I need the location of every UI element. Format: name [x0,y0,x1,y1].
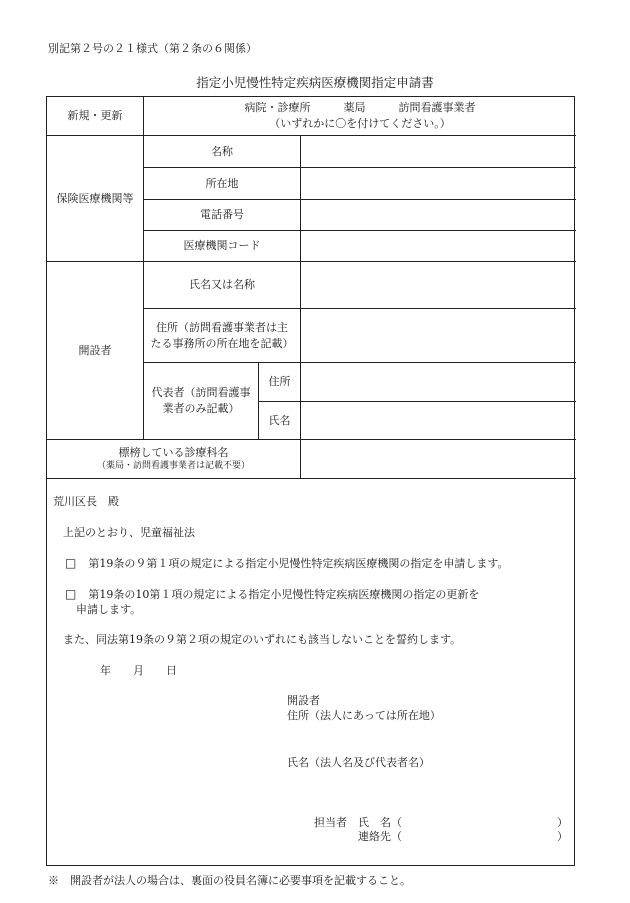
form-number-label: 別記第２号の２１様式（第２条の６関係） [48,42,257,55]
facility-address-field[interactable] [301,168,576,199]
facility-name-field[interactable] [301,136,576,167]
facility-phone-field[interactable] [301,200,576,230]
application-form-frame [46,96,575,866]
representative-label-line1: 代表者（訪問看護事 [151,386,251,400]
representative-address-field[interactable] [301,363,576,401]
founder-section-label: 開設者 [78,343,112,357]
contact-person-line[interactable] [314,814,574,830]
oath-text: また、同法第19条の９第２項の規定のいずれにも該当しないことを誓約します。 [63,633,462,646]
specialty-label [47,440,300,478]
founder-address-label [144,309,300,362]
new-renewal-label: 新規・更新 [67,109,123,123]
founder-name-label: 氏名又は名称 [189,278,255,292]
facility-type-options[interactable] [144,97,576,135]
representative-label-line2: 業者のみ記載） [162,402,240,415]
facility-type-instruction: （いずれかに〇を付けてください。） [269,117,451,130]
facility-name-label: 名称 [211,144,233,158]
specialty-note: （薬局・訪問看護事業者は記載不要） [96,461,250,472]
addressee: 荒川区長 殿 [53,495,119,508]
facility-phone-label: 電話番号 [200,208,244,222]
applicant-name-label: 氏名（法人名及び代表者名） [287,756,430,769]
facility-code-label: 医療機関コード [183,239,261,253]
checkbox-renewal[interactable]: □ [65,587,77,601]
insurance-institution-section-label: 保険医療機関等 [56,191,134,205]
contact-person-label: 担当者 氏 名（ [314,816,402,829]
applicant-label: 開設者 [287,694,320,707]
contact-person-close-paren: ） [557,816,568,829]
facility-code-field[interactable] [301,231,576,261]
contact-phone-label[interactable]: 連絡先（ [358,830,402,843]
representative-name-field[interactable] [301,402,576,439]
contact-phone-close-paren: ） [557,830,568,843]
facility-type-choices: 病院・診療所 薬局 訪問看護事業者 [244,101,476,115]
representative-label [144,363,258,439]
facility-address-label: 所在地 [205,176,239,190]
representative-name-label: 氏名 [268,413,291,427]
founder-name-field[interactable] [301,262,576,308]
representative-address-label: 住所 [268,375,291,389]
option-designation [65,555,508,571]
document-title: 指定小児慢性特定疾病医療機関指定申請書 [196,75,434,90]
founder-address-label-line2: たる事務所の所在地を記載） [150,336,294,350]
option-renewal [65,586,479,602]
option-renewal-text: 第19条の10第１項の規定による指定小児慢性特定疾病医療機関の指定の更新を [88,588,480,601]
founder-address-field[interactable] [301,309,576,362]
founder-address-label-line1: 住所（訪問看護事業者は主 [156,320,288,334]
intro-text: 上記のとおり、児童福祉法 [63,526,195,539]
applicant-address-label: 住所（法人にあっては所在地） [287,709,441,722]
date-line[interactable]: 年 月 日 [100,664,177,677]
option-designation-text: 第19条の９第１項の規定による指定小児慢性特定疾病医療機関の指定を申請します。 [88,557,509,570]
checkbox-designation[interactable]: □ [65,556,77,570]
specialty-field[interactable] [301,440,576,478]
specialty-label-text: 標榜している診療科名 [118,445,229,459]
footnote: ※ 開設者が法人の場合は、裏面の役員名簿に必要事項を記載すること。 [48,874,411,887]
option-renewal-continued: 申請します。 [76,603,142,616]
